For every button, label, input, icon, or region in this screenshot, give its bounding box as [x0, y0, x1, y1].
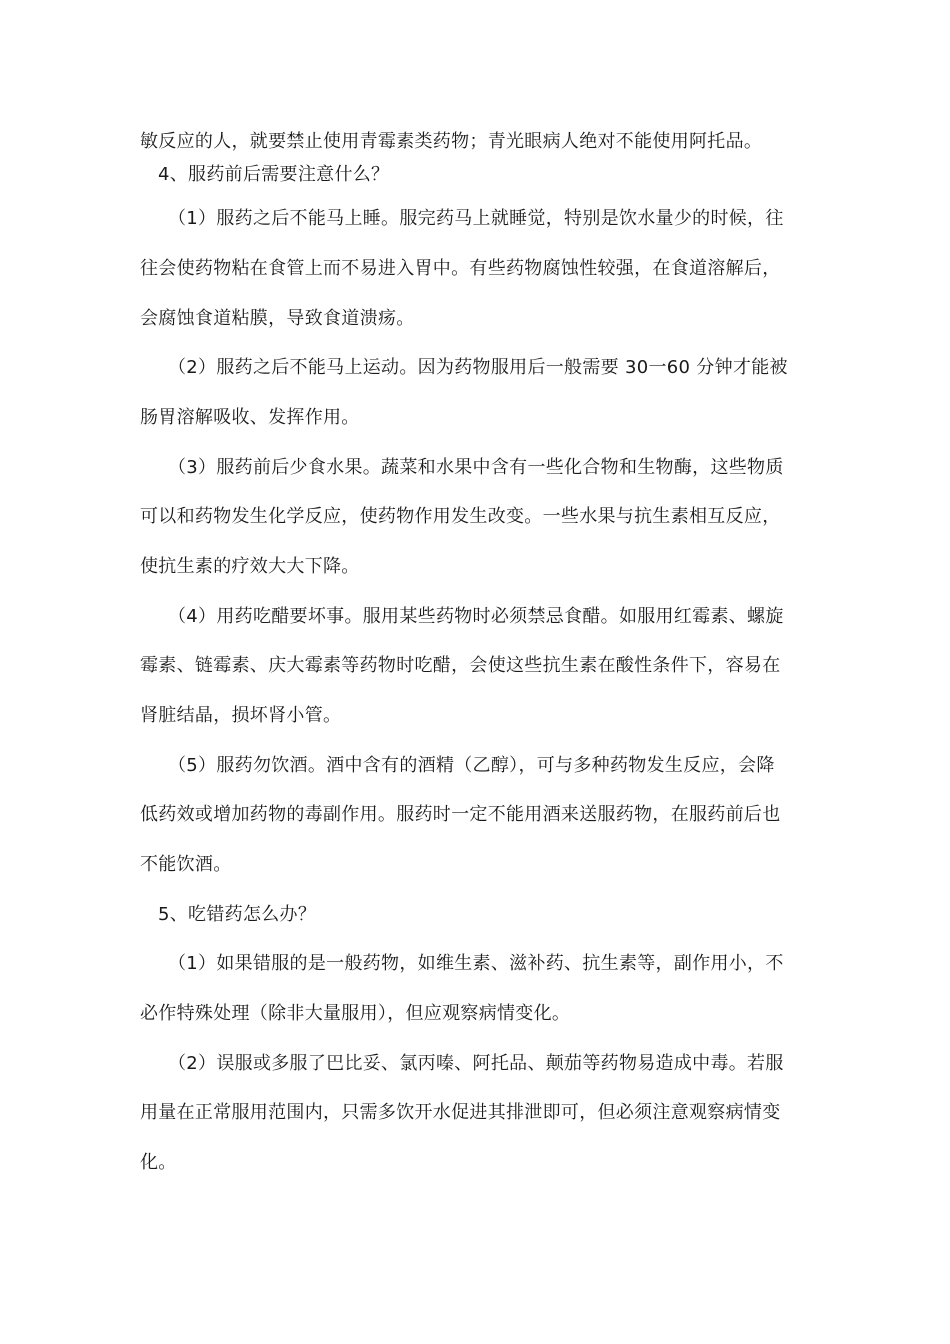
paragraph-line: 用量在正常服用范围内，只需多饮开水促进其排泄即可，但必须注意观察病情变: [140, 1102, 781, 1123]
paragraph-line: 往会使药物粘在食管上而不易进入胃中。有些药物腐蚀性较强，在食道溶解后，: [140, 258, 781, 279]
paragraph-line: （4）用药吃醋要坏事。服用某些药物时必须禁忌食醋。如服用红霉素、螺旋: [168, 606, 784, 627]
paragraph-line: （3）服药前后少食水果。蔬菜和水果中含有一些化合物和生物酶，这些物质: [168, 457, 784, 478]
section-heading-4: 4、服药前后需要注意什么？: [158, 164, 390, 185]
paragraph-line: 肠胃溶解吸收、发挥作用。: [140, 407, 360, 428]
paragraph-line: 使抗生素的疗效大大下降。: [140, 556, 360, 577]
paragraph-line: 敏反应的人，就要禁止使用青霉素类药物；青光眼病人绝对不能使用阿托品。: [140, 131, 763, 152]
paragraph-line: 霉素、链霉素、庆大霉素等药物时吃醋，会使这些抗生素在酸性条件下，容易在: [140, 655, 781, 676]
paragraph-line: （1）服药之后不能马上睡。服完药马上就睡觉，特别是饮水量少的时候，往: [168, 208, 784, 229]
paragraph-line: 必作特殊处理（除非大量服用），但应观察病情变化。: [140, 1003, 571, 1024]
paragraph-line: 化。: [140, 1152, 177, 1173]
section-heading-5: 5、吃错药怎么办？: [158, 904, 317, 925]
paragraph-line: 低药效或增加药物的毒副作用。服药时一定不能用酒来送服药物，在服药前后也: [140, 804, 781, 825]
paragraph-line: （2）误服或多服了巴比妥、氯丙嗪、阿托品、颠茄等药物易造成中毒。若服: [168, 1053, 784, 1074]
paragraph-line: （5）服药勿饮酒。酒中含有的酒精（乙醇），可与多种药物发生反应，会降: [168, 755, 775, 776]
paragraph-line: 可以和药物发生化学反应，使药物作用发生改变。一些水果与抗生素相互反应，: [140, 506, 781, 527]
paragraph-line: 会腐蚀食道粘膜，导致食道溃疡。: [140, 308, 415, 329]
paragraph-line: （1）如果错服的是一般药物，如维生素、滋补药、抗生素等，副作用小，不: [168, 953, 784, 974]
paragraph-line: 不能饮酒。: [140, 854, 232, 875]
paragraph-line: 肾脏结晶，损坏肾小管。: [140, 705, 342, 726]
paragraph-line: （2）服药之后不能马上运动。因为药物服用后一般需要 30一60 分钟才能被: [168, 357, 788, 378]
